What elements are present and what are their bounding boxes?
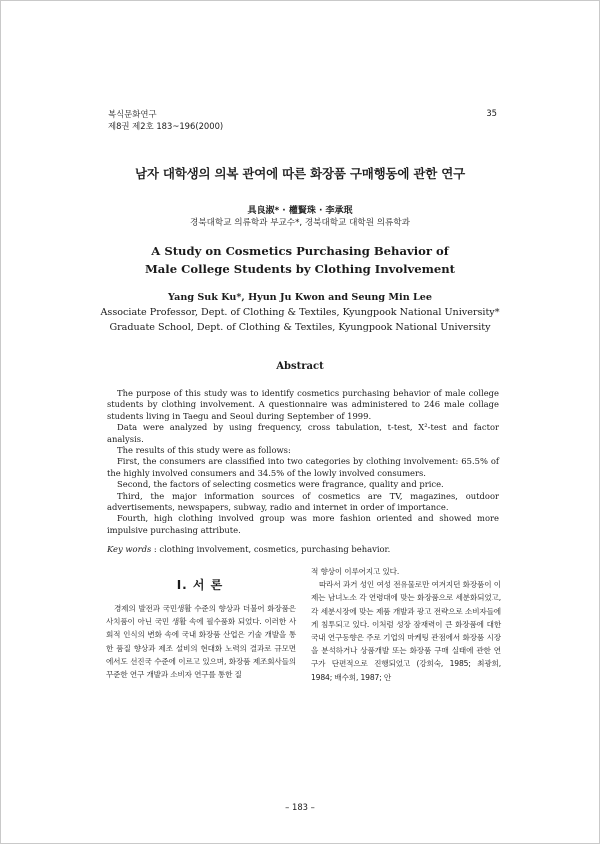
journal-name: 복식문화연구: [108, 109, 157, 119]
volume-info: 제8권 제2호 183~196(2000): [108, 121, 224, 131]
page-number: 35: [486, 108, 497, 118]
abstract-paragraph-6: Third, the major information sources of cosmetics are TV, magazines, outdoor advertisements, newspapers, subway, radio and internet in order of importance.: [107, 490, 499, 513]
abstract-paragraph-4: First, the consumers are classified into two categories by clothing involvement: 65.5% of the highly involved consumers and 34.5% of the lowly involved consumers.: [107, 456, 499, 478]
english-title-line1: A Study on Cosmetics Purchasing Behavior of: [151, 244, 449, 258]
body-paragraph: 따라서 과거 성인 여성 전유물로만 여겨지던 화장품이 이제는 남녀노소 각 연령대에 맞는 화장품으로 세분화되었고, 각 세분시장에 맞는 제품 개발과 광고 전략으로 소비자들에게 침투되고 있다. 이처럼 성장 잠재력이 큰 화장품에 대한 국내 연구동향은 주로 기업의 마케팅 관점에서 화장품 시장을 분석하거나 상품개발 또는 화장품 구매 실태에 관한 연구가 단편적으로 진행되었고 (강희숙, 1985; 최광희, 1984; 배수희, 1987; 안: [311, 580, 501, 682]
affiliation-english: [0, 306, 600, 335]
body-column-left: [106, 602, 296, 681]
keywords-label: Key words: [107, 544, 152, 554]
abstract-body: [107, 388, 499, 536]
abstract-paragraph-3: The results of this study were as follows:: [117, 445, 291, 456]
section-heading-introduction: I. 서 론: [176, 578, 224, 592]
affiliation-korean: 경북대학교 의류학과 부교수*, 경북대학교 대학원 의류학과: [190, 218, 410, 228]
footer-page-number: – 183 –: [285, 802, 315, 812]
body-paragraph-continued: 적 향상이 이루어지고 있다.: [311, 567, 400, 576]
keywords-text: : clothing involvement, cosmetics, purchasing behavior.: [151, 544, 391, 554]
affiliation-english-line1: Associate Professor, Dept. of Clothing & Textiles, Kyungpook National University*: [100, 307, 500, 318]
authors-english: Yang Suk Ku*, Hyun Ju Kwon and Seung Min Lee: [168, 292, 432, 303]
abstract-paragraph-5: Second, the factors of selecting cosmetics were fragrance, quality and price.: [117, 479, 444, 490]
keywords: [107, 544, 390, 554]
abstract-paragraph-2: Data were analyzed by using frequency, cross tabulation, t-test, X²-test and factor analysis.: [107, 422, 499, 444]
body-column-right: [311, 565, 501, 684]
abstract-paragraph-1: The purpose of this study was to identify cosmetics purchasing behavior of male college students by clothing involvement. A questionnaire was administered to 246 male collage students living in Taegu and Seoul during September of 1999.: [107, 388, 499, 421]
affiliation-english-line2: Graduate School, Dept. of Clothing & Textiles, Kyungpook National University: [109, 321, 491, 333]
english-title-line2: Male College Students by Clothing Involvement: [144, 262, 456, 276]
abstract-heading: Abstract: [276, 361, 324, 372]
abstract-paragraph-7: Fourth, high clothing involved group was more fashion oriented and showed more impulsive purchasing attribute.: [107, 513, 499, 535]
english-title: [0, 242, 600, 278]
authors-hanja: 具良淑* · 權賢珠 · 李承珉: [247, 206, 353, 216]
journal-header: [108, 108, 223, 132]
korean-title: 남자 대학생의 의복 관여에 따른 화장품 구매행동에 관한 연구: [134, 166, 466, 181]
body-paragraph: 경제의 발전과 국민생활 수준의 향상과 더불어 화장품은 사치품이 아닌 국민 생활 속에 필수품화 되었다. 이러한 사회적 인식의 변화 속에 국내 화장품 산업은 기술 개발을 통한 품질 향상과 제조 설비의 현대화 노력의 결과로 규모면에서도 선진국 수준에 이르고 있으며, 화장품 제조회사들의 꾸준한 연구 개발과 소비자 연구를 통한 질: [106, 604, 296, 680]
